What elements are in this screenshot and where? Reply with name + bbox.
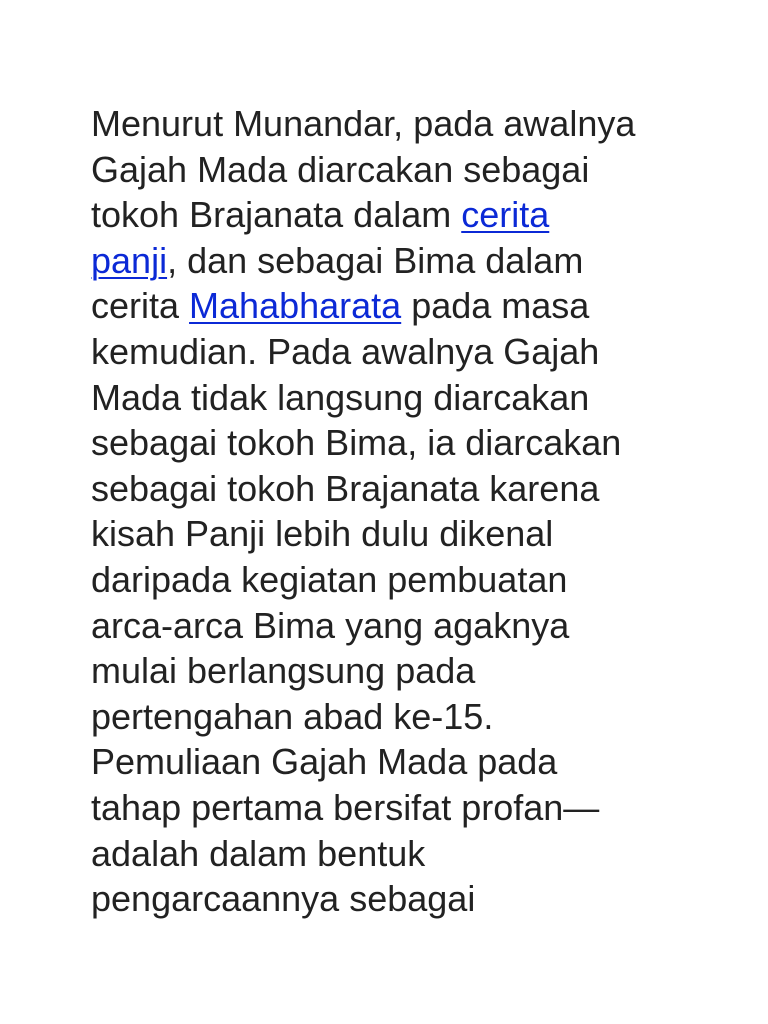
document-page	[91, 101, 691, 922]
link-cerita-panji-part2[interactable]: panji	[91, 239, 168, 281]
paragraph	[91, 101, 691, 922]
paragraph-text-start: Menurut Munandar, pada awalnya Gajah Mada diarcakan sebagai tokoh Brajanata dalam	[91, 103, 636, 236]
link-mahabharata[interactable]: Mahabharata	[189, 285, 402, 327]
paragraph-text-end: pada masa kemudian. Pada awalnya Gajah Mada tidak langsung diarcakan sebagai tokoh Bima, ia diarcakan sebagai tokoh Brajanata karena kisah Panji lebih dulu dikenal daripada kegiatan pembuatan arca-arca Bima yang agaknya mulai berlangsung pada pertengahan abad ke-15. Pemuliaan Gajah Mada pada tahap pertama bersifat profan— adalah dalam bentuk pengarcaannya sebagai	[91, 285, 622, 920]
link-cerita-panji-part1[interactable]: cerita	[461, 194, 550, 236]
paragraph-text-middle: , dan sebagai Bima dalam cerita	[91, 239, 584, 327]
